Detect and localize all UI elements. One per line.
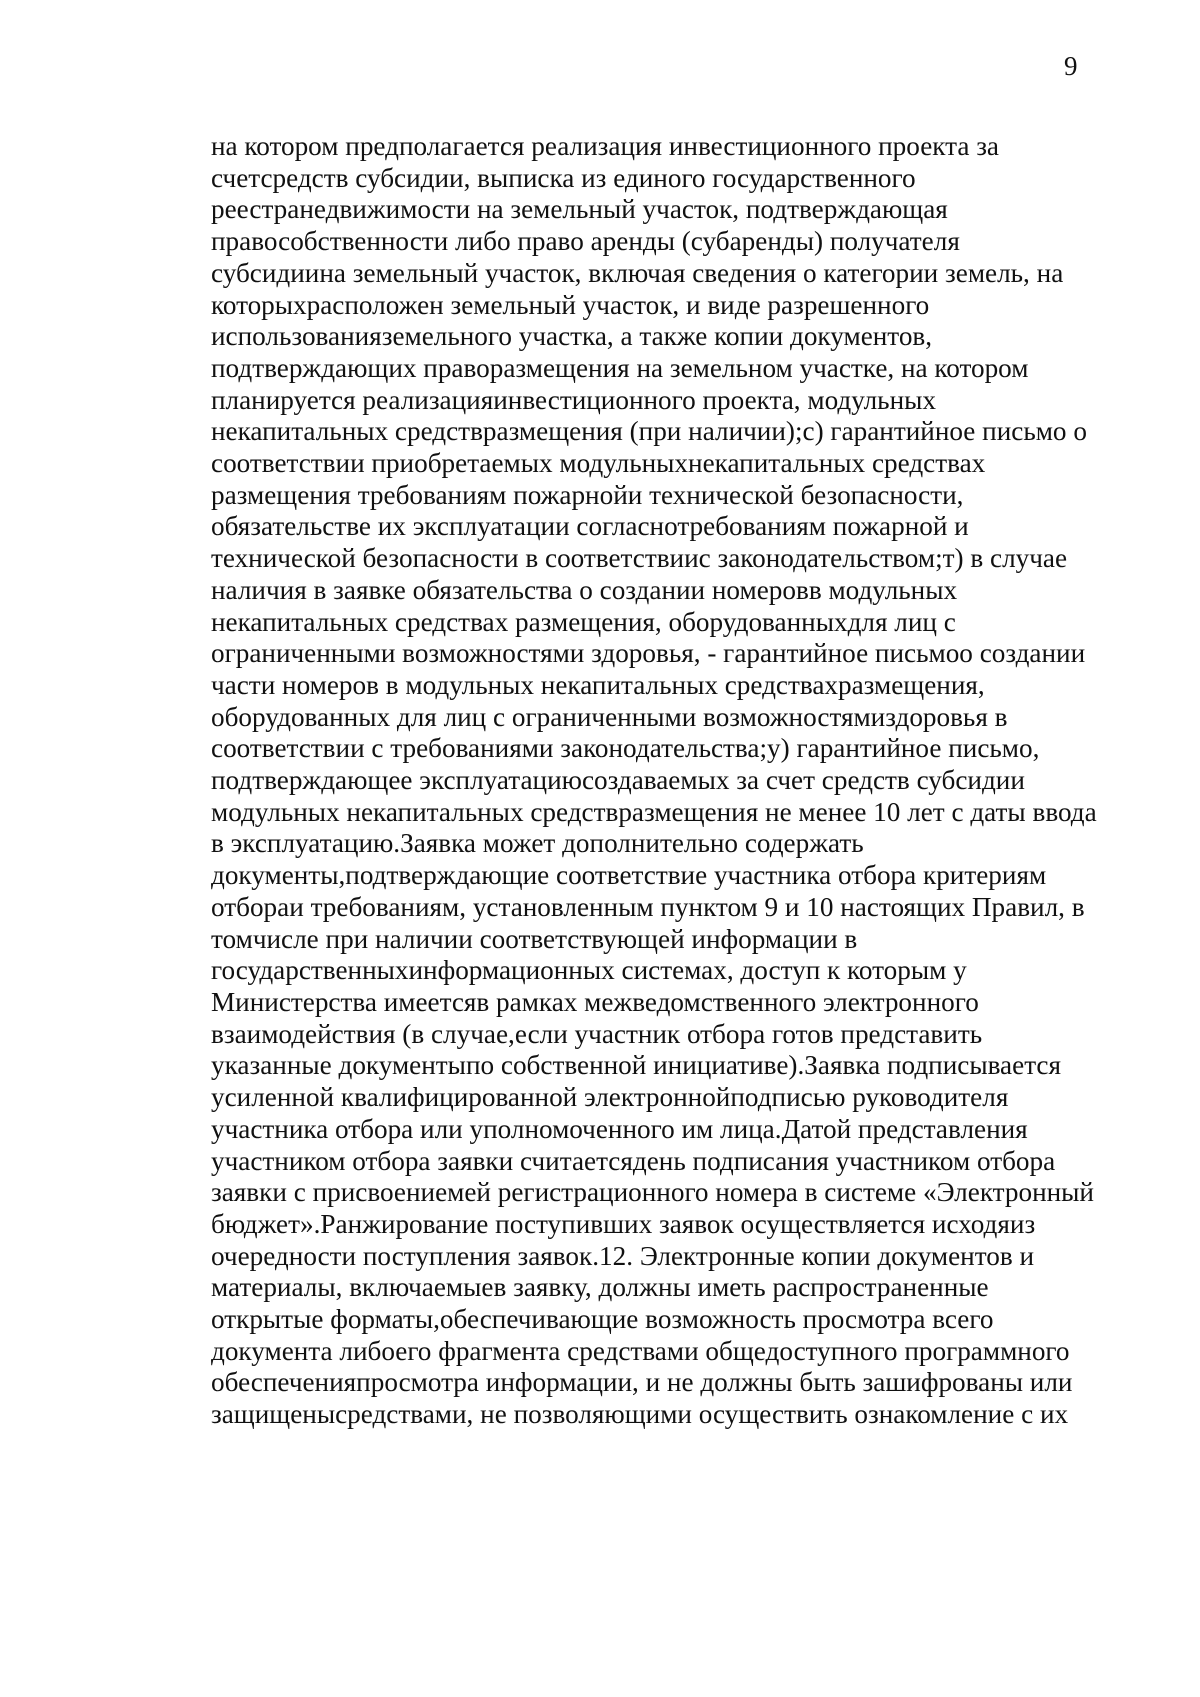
text-line: из очередности поступления заявок. xyxy=(211,1208,1036,1271)
text-line: Датой представления участником отбора заявки считается xyxy=(211,1113,1028,1176)
text-line: о создании части номеров в модульных некапитальных средствах xyxy=(211,638,1086,700)
text-line: и требованиям, установленным пунктом 9 и 10 настоящих Правил, в том xyxy=(211,891,1085,954)
text-line: требованиям пожарной и технической безопасности в соответствии xyxy=(211,511,969,574)
text-line: на котором предполагается реализация инвестиционного проекта за счет xyxy=(211,131,999,193)
text-line: размещения (при наличии); xyxy=(482,416,803,447)
text-line: с законодательством; xyxy=(698,543,943,574)
text-line: размещения не менее 10 лет с даты ввода в эксплуатацию. xyxy=(211,796,1097,859)
text-line: если участник отбора готов представить указанные документы xyxy=(211,1018,983,1081)
text-line: недвижимости на земельный участок, подтверждающая право xyxy=(211,194,948,257)
text-line: у) гарантийное письмо, подтверждающее эксплуатацию xyxy=(211,733,1040,796)
text-line: подтверждающие соответствие участника отбора критериям отбора xyxy=(211,860,1047,922)
text-line: размещения, оборудованных для лиц с ограниченными возможностями xyxy=(211,669,985,732)
text-line: здоровья в соответствии с требованиями законодательства; xyxy=(211,701,1008,764)
text-line: обеспечивающие возможность просмотра всего документа либо xyxy=(211,1304,994,1366)
text-line: по собственной инициативе). xyxy=(465,1050,805,1081)
text-line: Заявка подписывается усиленной квалифицированной электронной xyxy=(211,1050,1061,1113)
text-line: инвестиционного проекта, модульных некапитальных средств xyxy=(211,384,936,447)
text-line: т) в случае наличия в заявке обязательства о создании номеров xyxy=(211,543,1068,605)
text-line: с) гарантийное письмо о соответствии приобретаемых модульных xyxy=(211,416,1087,479)
text-line: средствами, не позволяющими осуществить ознакомление с их xyxy=(335,1399,1069,1430)
text-line: размещения на земельном участке, на котором планируется реализация xyxy=(211,352,1029,415)
text-line: просмотра информации, и не должны быть зашифрованы или защищены xyxy=(211,1367,1073,1430)
text-line: его фрагмента средствами общедоступного программного обеспечения xyxy=(211,1335,1070,1398)
text-line: Ранжирование поступивших заявок осуществляется исходя xyxy=(320,1208,1010,1239)
document-body xyxy=(211,131,1099,1431)
text-line: в заявку, должны иметь распространенные открытые форматы, xyxy=(211,1272,989,1335)
text-line: расположен земельный участок, и виде разрешенного использования xyxy=(211,289,930,352)
text-line: в модульных некапитальных средствах размещения, оборудованных xyxy=(211,574,958,637)
page-number: 9 xyxy=(1064,51,1078,81)
text-line: подписью руководителя участника отбора или уполномоченного им лица. xyxy=(211,1082,1009,1144)
text-line: и технической безопасности, обязательстве их эксплуатации согласно xyxy=(211,479,964,542)
text-line: ей регистрационного номера в системе «Электронный бюджет». xyxy=(211,1177,1094,1239)
text-line: на земельный участок, включая сведения о категории земель, на которых xyxy=(211,257,1064,320)
text-line: средств субсидии, выписка из единого государственного реестра xyxy=(211,162,916,225)
text-line: собственности либо право аренды (субаренды) получателя субсидии xyxy=(211,226,960,288)
text-line: для лиц с ограниченными возможностями здоровья, - гарантийное письмо xyxy=(211,606,960,669)
text-line: информационных системах, доступ к которым у Министерства имеется xyxy=(211,955,967,1017)
text-line: 12. Электронные копии документов и материалы, включаемые xyxy=(211,1240,1035,1303)
text-line: земельного участка, а также копии документов, подтверждающих право xyxy=(211,321,933,383)
text-line: Заявка может дополнительно содержать документы, xyxy=(211,828,864,891)
text-line: некапитальных средствах размещения требованиям пожарной xyxy=(211,448,986,510)
text-line: в рамках межведомственного электронного взаимодействия (в случае, xyxy=(211,986,979,1049)
text-line: числе при наличии соответствующей информации в государственных xyxy=(211,923,858,986)
text-line: создаваемых за счет средств субсидии модульных некапитальных средств xyxy=(211,765,1025,827)
text-line: день подписания участником отбора заявки с присвоением xyxy=(211,1145,1056,1208)
